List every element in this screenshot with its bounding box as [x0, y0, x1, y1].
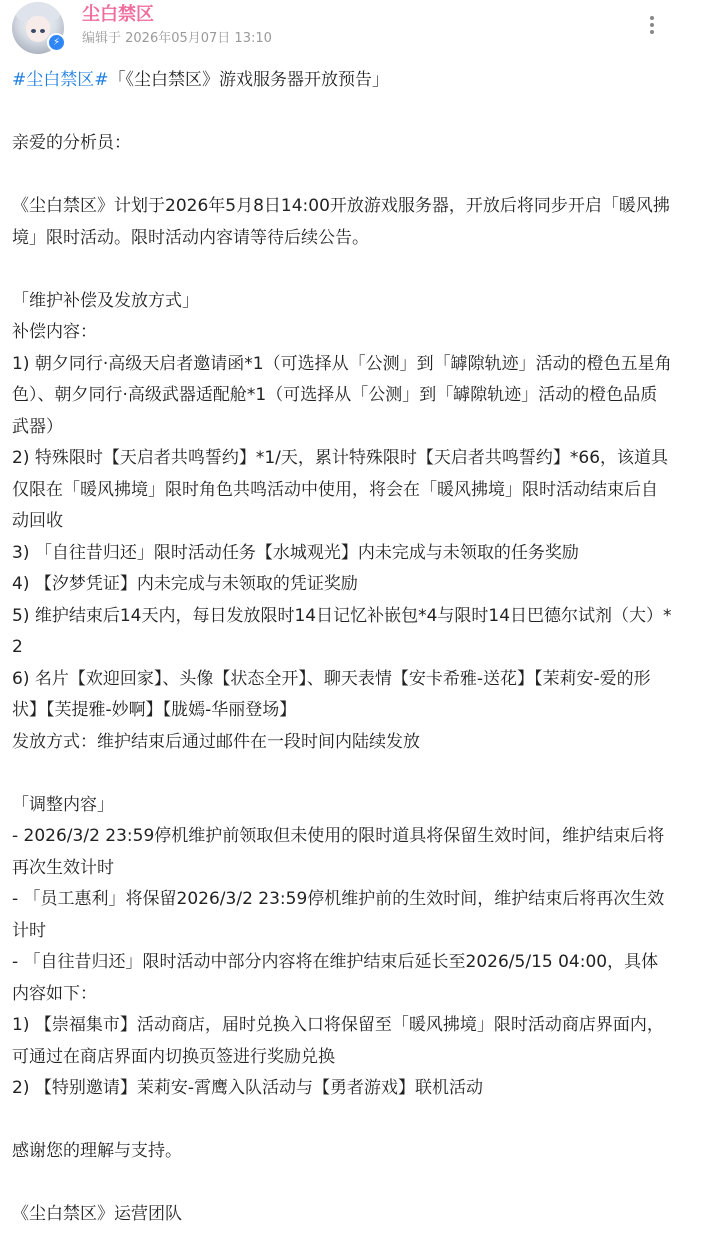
blank-line [12, 160, 672, 192]
blank-line [12, 254, 672, 286]
adjustment-item: 1) 【崇福集市】活动商店，届时兑换入口将保留至「暖风拂境」限时活动商店界面内，可通过在商店界面内切换页签进行奖励兑换 [12, 1015, 664, 1067]
post-header [0, 0, 720, 70]
greeting: 亲爱的分析员： [12, 133, 131, 153]
compensation-item: 5) 维护结束后14天内，每日发放限时14日记忆补嵌包*4与限时14日巴德尔试剂（大）*2 [12, 605, 672, 657]
adjustment-item: 2) 【特别邀请】茉莉安-霄鹰入队活动与【勇者游戏】联机活动 [12, 1078, 483, 1098]
author-name[interactable]: 尘白禁区 [82, 4, 154, 25]
compensation-item: 4) 【汐梦凭证】内未完成与未领取的凭证奖励 [12, 574, 358, 594]
compensation-item: 3) 「自往昔归还」限时活动任务【水城观光】内未完成与未领取的任务奖励 [12, 542, 579, 563]
ellipsis-dot [650, 23, 654, 27]
compensation-label: 补偿内容： [12, 322, 97, 342]
blank-line [12, 1105, 672, 1137]
blank-line [12, 758, 672, 790]
post-body [12, 65, 672, 1231]
avatar-face [26, 16, 50, 42]
thanks-line: 感谢您的理解与支持。 [12, 1141, 182, 1161]
adjustment-item: - 2026/3/2 23:59停机维护前领取但未使用的限时道具将保留生效时间，维护结束后将再次生效计时 [12, 826, 665, 878]
intro-paragraph: 《尘白禁区》计划于2026年5月8日14:00开放游戏服务器，开放后将同步开启「暖风拂境」限时活动。限时活动内容请等待后续公告。 [12, 196, 670, 248]
blank-line [12, 1168, 672, 1200]
vertical-ellipsis-icon[interactable] [640, 8, 664, 40]
verified-badge-icon: ⚡ [47, 33, 66, 52]
adjustment-heading: 「调整内容」 [12, 794, 114, 815]
compensation-heading: 「维护补偿及发放方式」 [12, 290, 199, 311]
topic-hashtag-link[interactable]: #尘白禁区# [12, 70, 109, 90]
avatar-eye-right [40, 29, 45, 33]
distribution-method: 发放方式：维护结束后通过邮件在一段时间内陆续发放 [12, 731, 420, 752]
ellipsis-dot [650, 16, 654, 20]
ellipsis-dot [650, 30, 654, 34]
adjustment-item: - 「员工惠利」将保留2026/3/2 23:59停机维护前的生效时间，维护结束后将再次生效计时 [12, 889, 665, 941]
avatar-eye-left [31, 29, 36, 33]
signature: 《尘白禁区》运营团队 [12, 1204, 182, 1224]
edit-timestamp: 编辑于 2026年05月07日 13:10 [82, 31, 272, 46]
compensation-item: 6) 名片【欢迎回家】、头像【状态全开】、聊天表情【安卡希雅-送花】【茉莉安-爱的形状】【芙提雅-妙啊】【胧嫣-华丽登场】 [12, 668, 651, 720]
compensation-item: 1) 朝夕同行·高级天启者邀请函*1（可选择从「公测」到「罅隙轨迹」活动的橙色五星角色）、朝夕同行·高级武器适配舱*1（可选择从「公测」到「罅隙轨迹」活动的橙色品质武器） [12, 353, 672, 437]
adjustment-item: - 「自往昔归还」限时活动中部分内容将在维护结束后延长至2026/5/15 04:00，具体内容如下： [12, 952, 659, 1004]
compensation-item: 2) 特殊限时【天启者共鸣誓约】*1/天，累计特殊限时【天启者共鸣誓约】*66，该道具仅限在「暖风拂境」限时角色共鸣活动中使用，将会在「暖风拂境」限时活动结束后自动回收 [12, 448, 669, 531]
post-title-line [12, 65, 672, 97]
blank-line [12, 97, 672, 129]
post-title: 「《尘白禁区》游戏服务器开放预告」 [108, 70, 389, 90]
